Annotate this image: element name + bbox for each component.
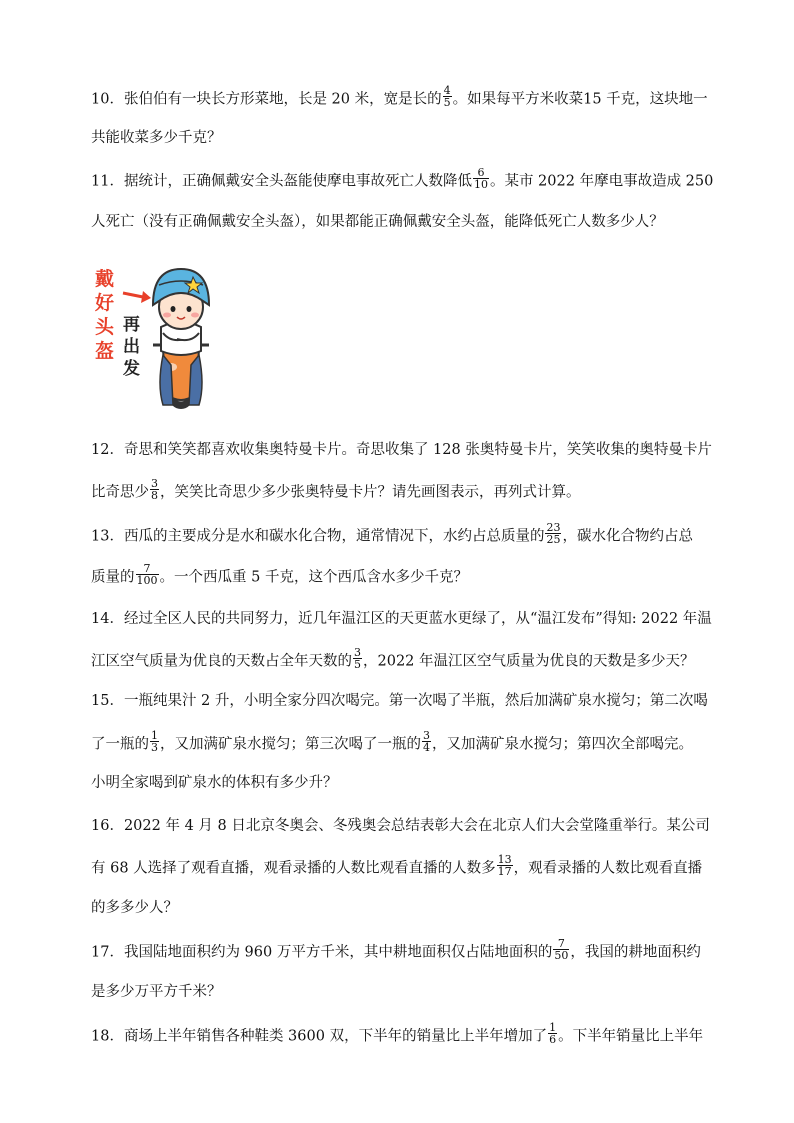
problem-17-line-2: 是多少万平方千米？ — [91, 984, 222, 1000]
fraction: $\frac{1}{6}$ — [549, 1021, 557, 1046]
slogan-char: 好 — [95, 292, 115, 314]
problem-10-line-1: 10．张伯伯有一块长方形菜地，长是 20 米，宽是长的 $\frac{4}{5}$ 。如果每平方米收菜15 千克，这块地一 — [91, 84, 708, 109]
fraction: $\frac{13}{17}$ — [497, 853, 512, 878]
slogan-char: 头 — [95, 316, 115, 338]
fraction: $\frac{7}{50}$ — [554, 937, 569, 962]
fraction: $\frac{3}{4}$ — [423, 729, 430, 754]
slogan-char: 再 — [123, 315, 140, 335]
problem-11-line-1: 11．据统计，正确佩戴安全头盔能使摩电事故死亡人数降低 $\frac{6}{10}$ 。某市 2022 年摩电事故造成 250 — [91, 166, 714, 191]
problem-12-line-1: 12．奇思和笑笑都喜欢收集奥特曼卡片。奇思收集了 128 张奥特曼卡片，笑笑收集的奥特曼卡片 — [91, 442, 712, 458]
slogan-char: 出 — [123, 337, 140, 357]
problem-17-line-1: 17．我国陆地面积约为 960 万平方千米，其中耕地面积仅占陆地面积的 $\frac{7}{50}$ ，我国的耕地面积约 — [91, 937, 701, 962]
problem-16-line-1: 16．2022 年 4 月 8 日北京冬奥会、冬残奥会总结表彰大会在北京人们大会堂隆重举行。某公司 — [91, 818, 710, 834]
problem-13-line-1: 13．西瓜的主要成分是水和碳水化合物，通常情况下，水约占总质量的 $\frac{23}{25}$ ，碳水化合物约占总 — [91, 521, 693, 546]
problem-10-line-2: 共能收菜多少千克？ — [91, 130, 222, 146]
fraction: $\frac{7}{100}$ — [136, 562, 158, 587]
problem-12-line-2: 比奇思少 $\frac{3}{8}$ ，笑笑比奇思少多少张奥特曼卡片？请先画图表示，再列式计算。 — [91, 477, 581, 502]
fraction: $\frac{4}{5}$ — [443, 84, 451, 109]
fraction: $\frac{23}{25}$ — [546, 521, 561, 546]
slogan-char: 戴 — [95, 268, 115, 290]
problem-15-line-2: 了一瓶的 $\frac{1}{3}$ ，又加满矿泉水搅匀；第三次喝了一瓶的 $\frac{3}{4}$ ，又加满矿泉水搅匀；第四次全部喝完。 — [91, 729, 693, 754]
problem-14-line-1: 14．经过全区人民的共同努力，近几年温江区的天更蓝水更绿了，从“温江发布”得知: 2022 年温 — [91, 611, 712, 627]
problem-11-line-2: 人死亡（没有正确佩戴安全头盔），如果都能正确佩戴安全头盔，能降低死亡人数多少人？ — [91, 214, 664, 230]
fraction: $\frac{3}{5}$ — [354, 646, 361, 671]
problem-14-line-2: 江区空气质量为优良的天数占全年天数的 $\frac{3}{5}$ ，2022 年温江区空气质量为优良的天数是多少天？ — [91, 646, 695, 671]
slogan-char: 盔 — [95, 340, 115, 362]
problem-16-line-2: 有 68 人选择了观看直播，观看录播的人数比观看直播的人数多 $\frac{13}{17}$ ，观看录播的人数比观看直播 — [91, 853, 703, 878]
problem-15-line-3: 小明全家喝到矿泉水的体积有多少升？ — [91, 775, 338, 791]
fraction: $\frac{3}{8}$ — [151, 477, 158, 502]
helmet-scooter-illustration — [93, 255, 233, 415]
fraction: $\frac{1}{3}$ — [151, 729, 158, 754]
problem-13-line-2: 质量的 $\frac{7}{100}$ 。一个西瓜重 5 千克，这个西瓜含水多少千克？ — [91, 562, 468, 587]
problem-16-line-3: 的多多少人？ — [91, 900, 178, 916]
slogan-char: 发 — [123, 359, 140, 379]
fraction: $\frac{6}{10}$ — [473, 166, 488, 191]
problem-18-line-1: 18．商场上半年销售各种鞋类 3600 双，下半年的销量比上半年增加了 $\frac{1}{6}$ 。下半年销量比上半年 — [91, 1021, 704, 1046]
problem-15-line-1: 15．一瓶纯果汁 2 升，小明全家分四次喝完。第一次喝了半瓶，然后加满矿泉水搅匀；第二次喝 — [91, 693, 708, 709]
